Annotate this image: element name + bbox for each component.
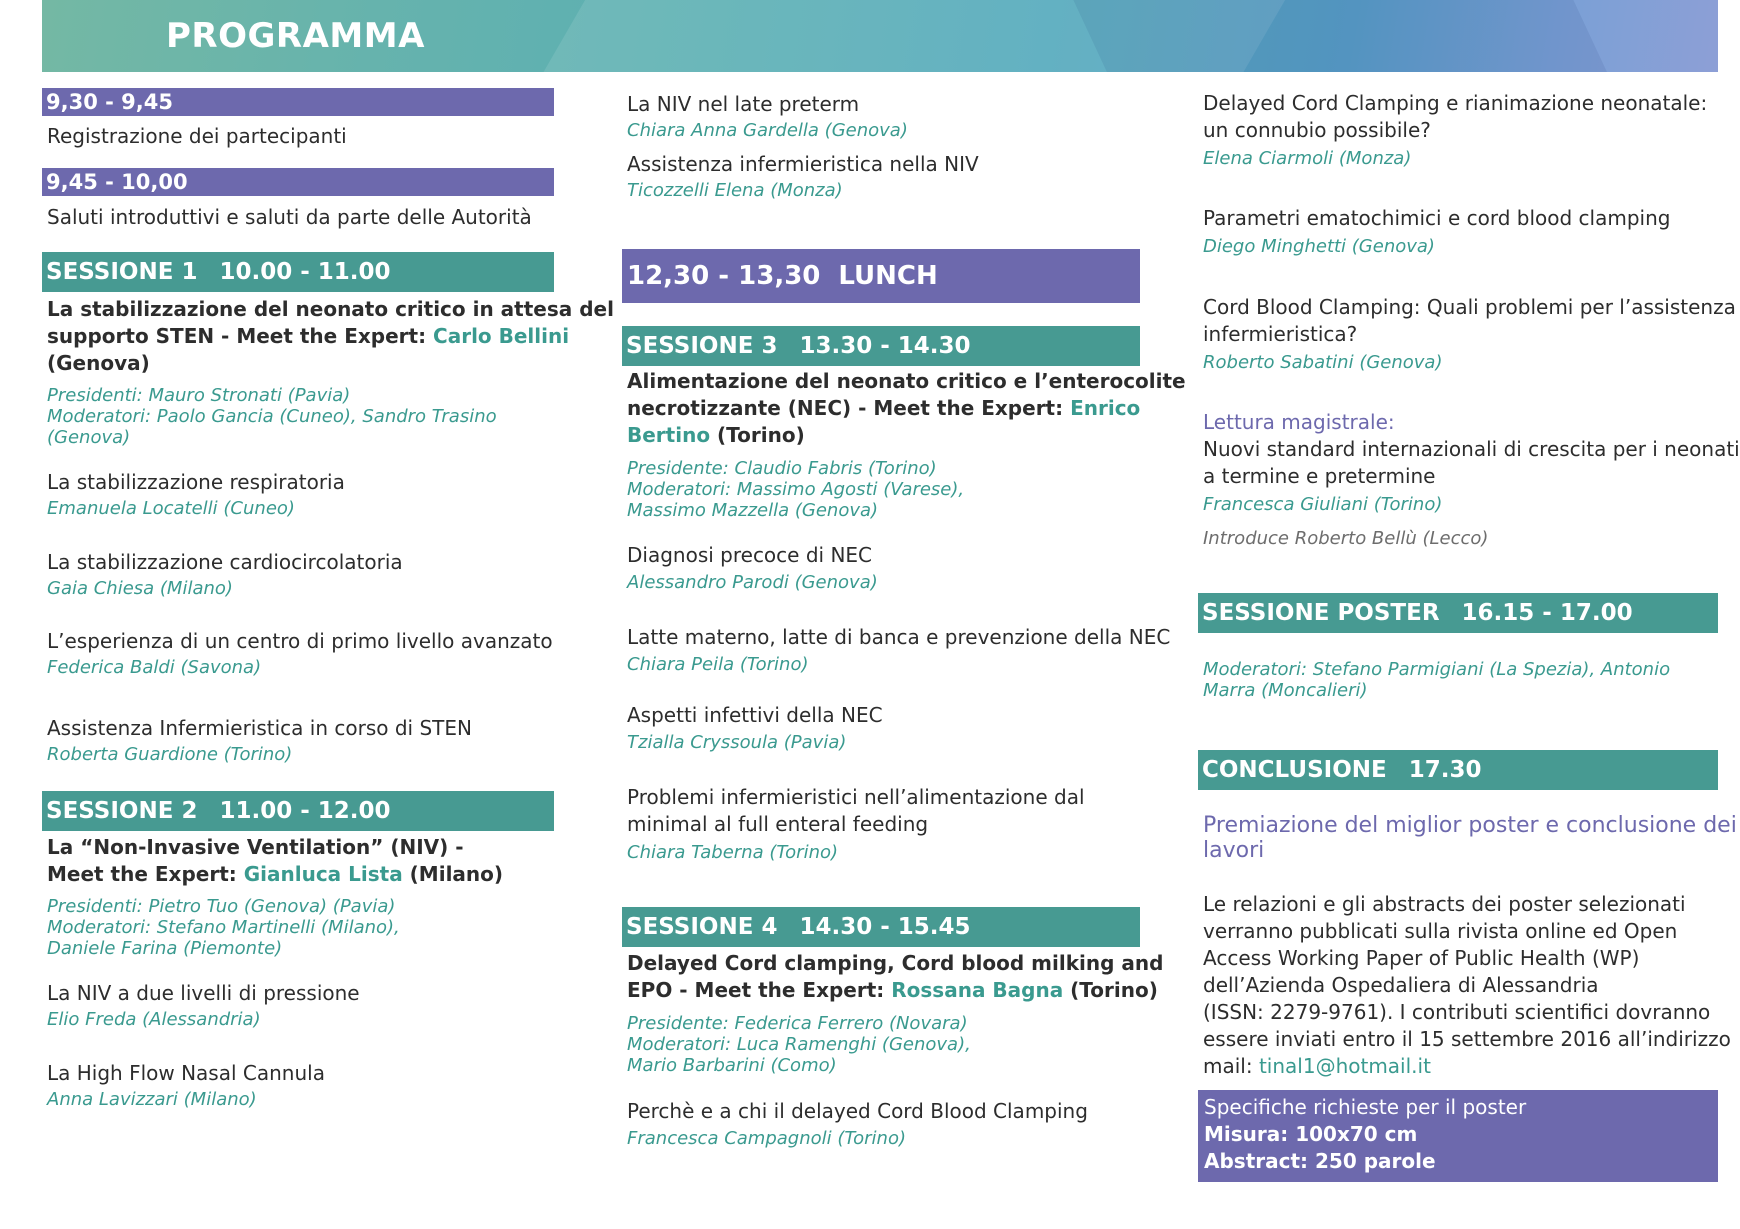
talk-title: La stabilizzazione respiratoria (47, 470, 345, 494)
lettura-intro: Introduce Roberto Bellù (Lecco) (1203, 528, 1489, 549)
session-4-chairs-2: Moderatori: Luca Ramenghi (Genova), (627, 1034, 971, 1055)
session-1-chairs-2: Moderatori: Paolo Gancia (Cuneo), Sandro Trasino (47, 406, 497, 427)
session-4-title-line-2 (627, 977, 1158, 1004)
poster-specs-size: Misura: 100x70 cm (1204, 1122, 1418, 1146)
poster-specs-heading: Specifiche richieste per il poster (1204, 1095, 1527, 1119)
session-2-title-line-1: La “Non-Invasive Ventilation” (NIV) - (47, 835, 464, 859)
talk-speaker: Alessandro Parodi (Genova) (627, 572, 878, 593)
talk-title-line-1: Problemi infermieristici nell’alimentazione dal (627, 785, 1085, 809)
poster-moderators-2: Marra (Moncalieri) (1203, 680, 1368, 701)
info-mail-label: mail: (1203, 1054, 1259, 1078)
talk-title-line-2: infermieristica? (1203, 322, 1358, 346)
talk-speaker: Federica Baldi (Savona) (47, 657, 262, 678)
session-3-expert-city: (Torino) (710, 423, 805, 447)
info-line-5: (ISSN: 2279-9761). I contributi scientifici dovranno (1203, 1000, 1711, 1024)
session-1-title-line-1: La stabilizzazione del neonato critico in attesa del (47, 297, 614, 321)
session-4-expert: Rossana Bagna (891, 978, 1064, 1002)
talk-title: Latte materno, latte di banca e prevenzione della NEC (627, 625, 1171, 649)
talk-speaker: Chiara Anna Gardella (Genova) (627, 120, 908, 141)
lunch-time: 12,30 - 13,30 (627, 261, 821, 291)
session-1-title-line-3: (Genova) (47, 351, 150, 375)
session-4-expert-city: (Torino) (1063, 978, 1158, 1002)
talk-title-line-2: minimal al full enteral feeding (627, 812, 929, 836)
session-3-time: 13.30 - 14.30 (799, 333, 971, 359)
talk-title-line-2: un connubio possibile? (1203, 118, 1431, 142)
session-3-expert-last: Bertino (627, 423, 711, 447)
info-line-4: dell’Azienda Ospedaliera di Alessandria (1203, 973, 1599, 997)
poster-moderators-1: Moderatori: Stefano Parmigiani (La Spezia), Antonio (1203, 659, 1671, 680)
talk-speaker: Roberto Sabatini (Genova) (1203, 352, 1443, 373)
session-1-label: SESSIONE 1 (46, 259, 198, 285)
talk-title: L’esperienza di un centro di primo livello avanzato (47, 629, 553, 653)
talk-speaker: Diego Minghetti (Genova) (1203, 236, 1435, 257)
session-1-bar (42, 252, 554, 292)
talk-title: Assistenza Infermieristica in corso di STEN (47, 716, 472, 740)
session-2-expert-city: (Milano) (402, 862, 504, 886)
talk-speaker: Francesca Campagnoli (Torino) (627, 1128, 906, 1149)
talk-speaker: Anna Lavizzari (Milano) (47, 1089, 257, 1110)
talk-title: Diagnosi precoce di NEC (627, 543, 872, 567)
info-line-6: essere inviati entro il 15 settembre 2016 all’indirizzo (1203, 1027, 1731, 1051)
conclusion-time: 17.30 (1408, 757, 1482, 783)
session-3-title-line-2 (627, 395, 1140, 422)
info-line-1: Le relazioni e gli abstracts dei poster selezionati (1203, 892, 1686, 916)
talk-speaker: Emanuela Locatelli (Cuneo) (47, 498, 295, 519)
time-bar-saluti: 9,45 - 10,00 (42, 168, 554, 196)
talk-title: Parametri ematochimici e cord blood clamping (1203, 206, 1671, 230)
session-3-bar (622, 326, 1140, 366)
session-2-chairs-1: Presidenti: Pietro Tuo (Genova) (Pavia) (47, 896, 396, 917)
talk-speaker: Chiara Peila (Torino) (627, 654, 809, 675)
session-4-bar (622, 907, 1140, 947)
session-2-title-line-2 (47, 861, 503, 888)
poster-session-bar (1198, 593, 1718, 633)
session-1-chairs-3: (Genova) (47, 427, 131, 448)
session-4-title-text: EPO - Meet the Expert: (627, 978, 892, 1002)
info-line-3: Access Working Paper of Public Health (WP) (1203, 946, 1640, 970)
lettura-speaker: Francesca Giuliani (Torino) (1203, 494, 1443, 515)
talk-speaker: Chiara Taberna (Torino) (627, 842, 839, 863)
premiazione-line-1: Premiazione del miglior poster e conclusione dei (1203, 813, 1737, 838)
talk-title: Aspetti infettivi della NEC (627, 703, 883, 727)
talk-speaker: Gaia Chiesa (Milano) (47, 578, 233, 599)
lettura-title-line-2: a termine e pretermine (1203, 464, 1436, 488)
session-2-label: SESSIONE 2 (46, 798, 198, 824)
session-2-time: 11.00 - 12.00 (219, 798, 391, 824)
premiazione-line-2: lavori (1203, 838, 1265, 863)
session-4-chairs-3: Mario Barbarini (Como) (627, 1055, 837, 1076)
session-2-chairs-2: Moderatori: Stefano Martinelli (Milano), (47, 917, 400, 938)
lunch-label: LUNCH (838, 261, 938, 291)
talk-title: La NIV nel late preterm (627, 92, 860, 116)
session-2-expert: Gianluca Lista (243, 862, 403, 886)
contact-email-link[interactable]: tinal1@hotmail.it (1258, 1054, 1431, 1078)
session-3-title-text: necrotizzante (NEC) - Meet the Expert: (627, 396, 1071, 420)
poster-session-label: SESSIONE POSTER (1202, 600, 1440, 626)
talk-speaker: Roberta Guardione (Torino) (47, 744, 293, 765)
talk-title-line-1: Cord Blood Clamping: Quali problemi per l’assistenza (1203, 295, 1736, 319)
lunch-bar (622, 249, 1140, 303)
time-bar-registration: 9,30 - 9,45 (42, 88, 554, 116)
talk-title: La stabilizzazione cardiocircolatoria (47, 550, 403, 574)
page-title: PROGRAMMA (166, 16, 425, 56)
info-line-2: verranno pubblicati sulla rivista online ed Open (1203, 919, 1678, 943)
talk-title: La High Flow Nasal Cannula (47, 1061, 325, 1085)
session-3-title-line-1: Alimentazione del neonato critico e l’enterocolite (627, 369, 1186, 393)
lettura-label: Lettura magistrale: (1203, 410, 1395, 434)
talk-speaker: Elio Freda (Alessandria) (47, 1009, 261, 1030)
session-1-chairs-1: Presidenti: Mauro Stronati (Pavia) (47, 385, 351, 406)
talk-title: Perchè e a chi il delayed Cord Blood Clamping (627, 1099, 1088, 1123)
session-2-title-text: Meet the Expert: (47, 862, 244, 886)
session-4-time: 14.30 - 15.45 (799, 914, 971, 940)
talk-speaker: Tzialla Cryssoula (Pavia) (627, 732, 847, 753)
session-3-title-line-3 (627, 422, 805, 449)
registration-text: Registrazione dei partecipanti (47, 124, 347, 148)
session-3-chairs-2: Moderatori: Massimo Agosti (Varese), (627, 479, 965, 500)
session-1-title-line-2 (47, 323, 569, 350)
session-2-bar (42, 791, 554, 831)
poster-session-time: 16.15 - 17.00 (1461, 600, 1633, 626)
session-1-time: 10.00 - 11.00 (219, 259, 391, 285)
talk-speaker: Elena Ciarmoli (Monza) (1203, 148, 1412, 169)
session-2-chairs-3: Daniele Farina (Piemonte) (47, 938, 283, 959)
session-1-expert: Carlo Bellini (433, 324, 570, 348)
session-4-title-line-1: Delayed Cord clamping, Cord blood milking and (627, 951, 1164, 975)
conclusion-bar (1198, 750, 1718, 790)
session-3-expert-first: Enrico (1070, 396, 1141, 420)
info-line-7 (1203, 1053, 1431, 1080)
session-3-chairs-1: Presidente: Claudio Fabris (Torino) (627, 458, 937, 479)
talk-speaker: Ticozzelli Elena (Monza) (627, 180, 843, 201)
header-banner (42, 0, 1718, 72)
saluti-text: Saluti introduttivi e saluti da parte delle Autorità (47, 205, 532, 229)
talk-title: Assistenza infermieristica nella NIV (627, 152, 979, 176)
session-1-title-text: supporto STEN - Meet the Expert: (47, 324, 434, 348)
talk-title-line-1: Delayed Cord Clamping e rianimazione neonatale: (1203, 91, 1708, 115)
talk-title: La NIV a due livelli di pressione (47, 981, 360, 1005)
session-3-label: SESSIONE 3 (626, 333, 778, 359)
session-3-chairs-3: Massimo Mazzella (Genova) (627, 500, 879, 521)
conclusion-label: CONCLUSIONE (1202, 757, 1387, 783)
session-4-chairs-1: Presidente: Federica Ferrero (Novara) (627, 1013, 968, 1034)
poster-specs-box (1198, 1090, 1718, 1182)
lettura-title-line-1: Nuovi standard internazionali di crescita per i neonati (1203, 437, 1740, 461)
poster-specs-abstract: Abstract: 250 parole (1204, 1149, 1436, 1173)
session-4-label: SESSIONE 4 (626, 914, 778, 940)
